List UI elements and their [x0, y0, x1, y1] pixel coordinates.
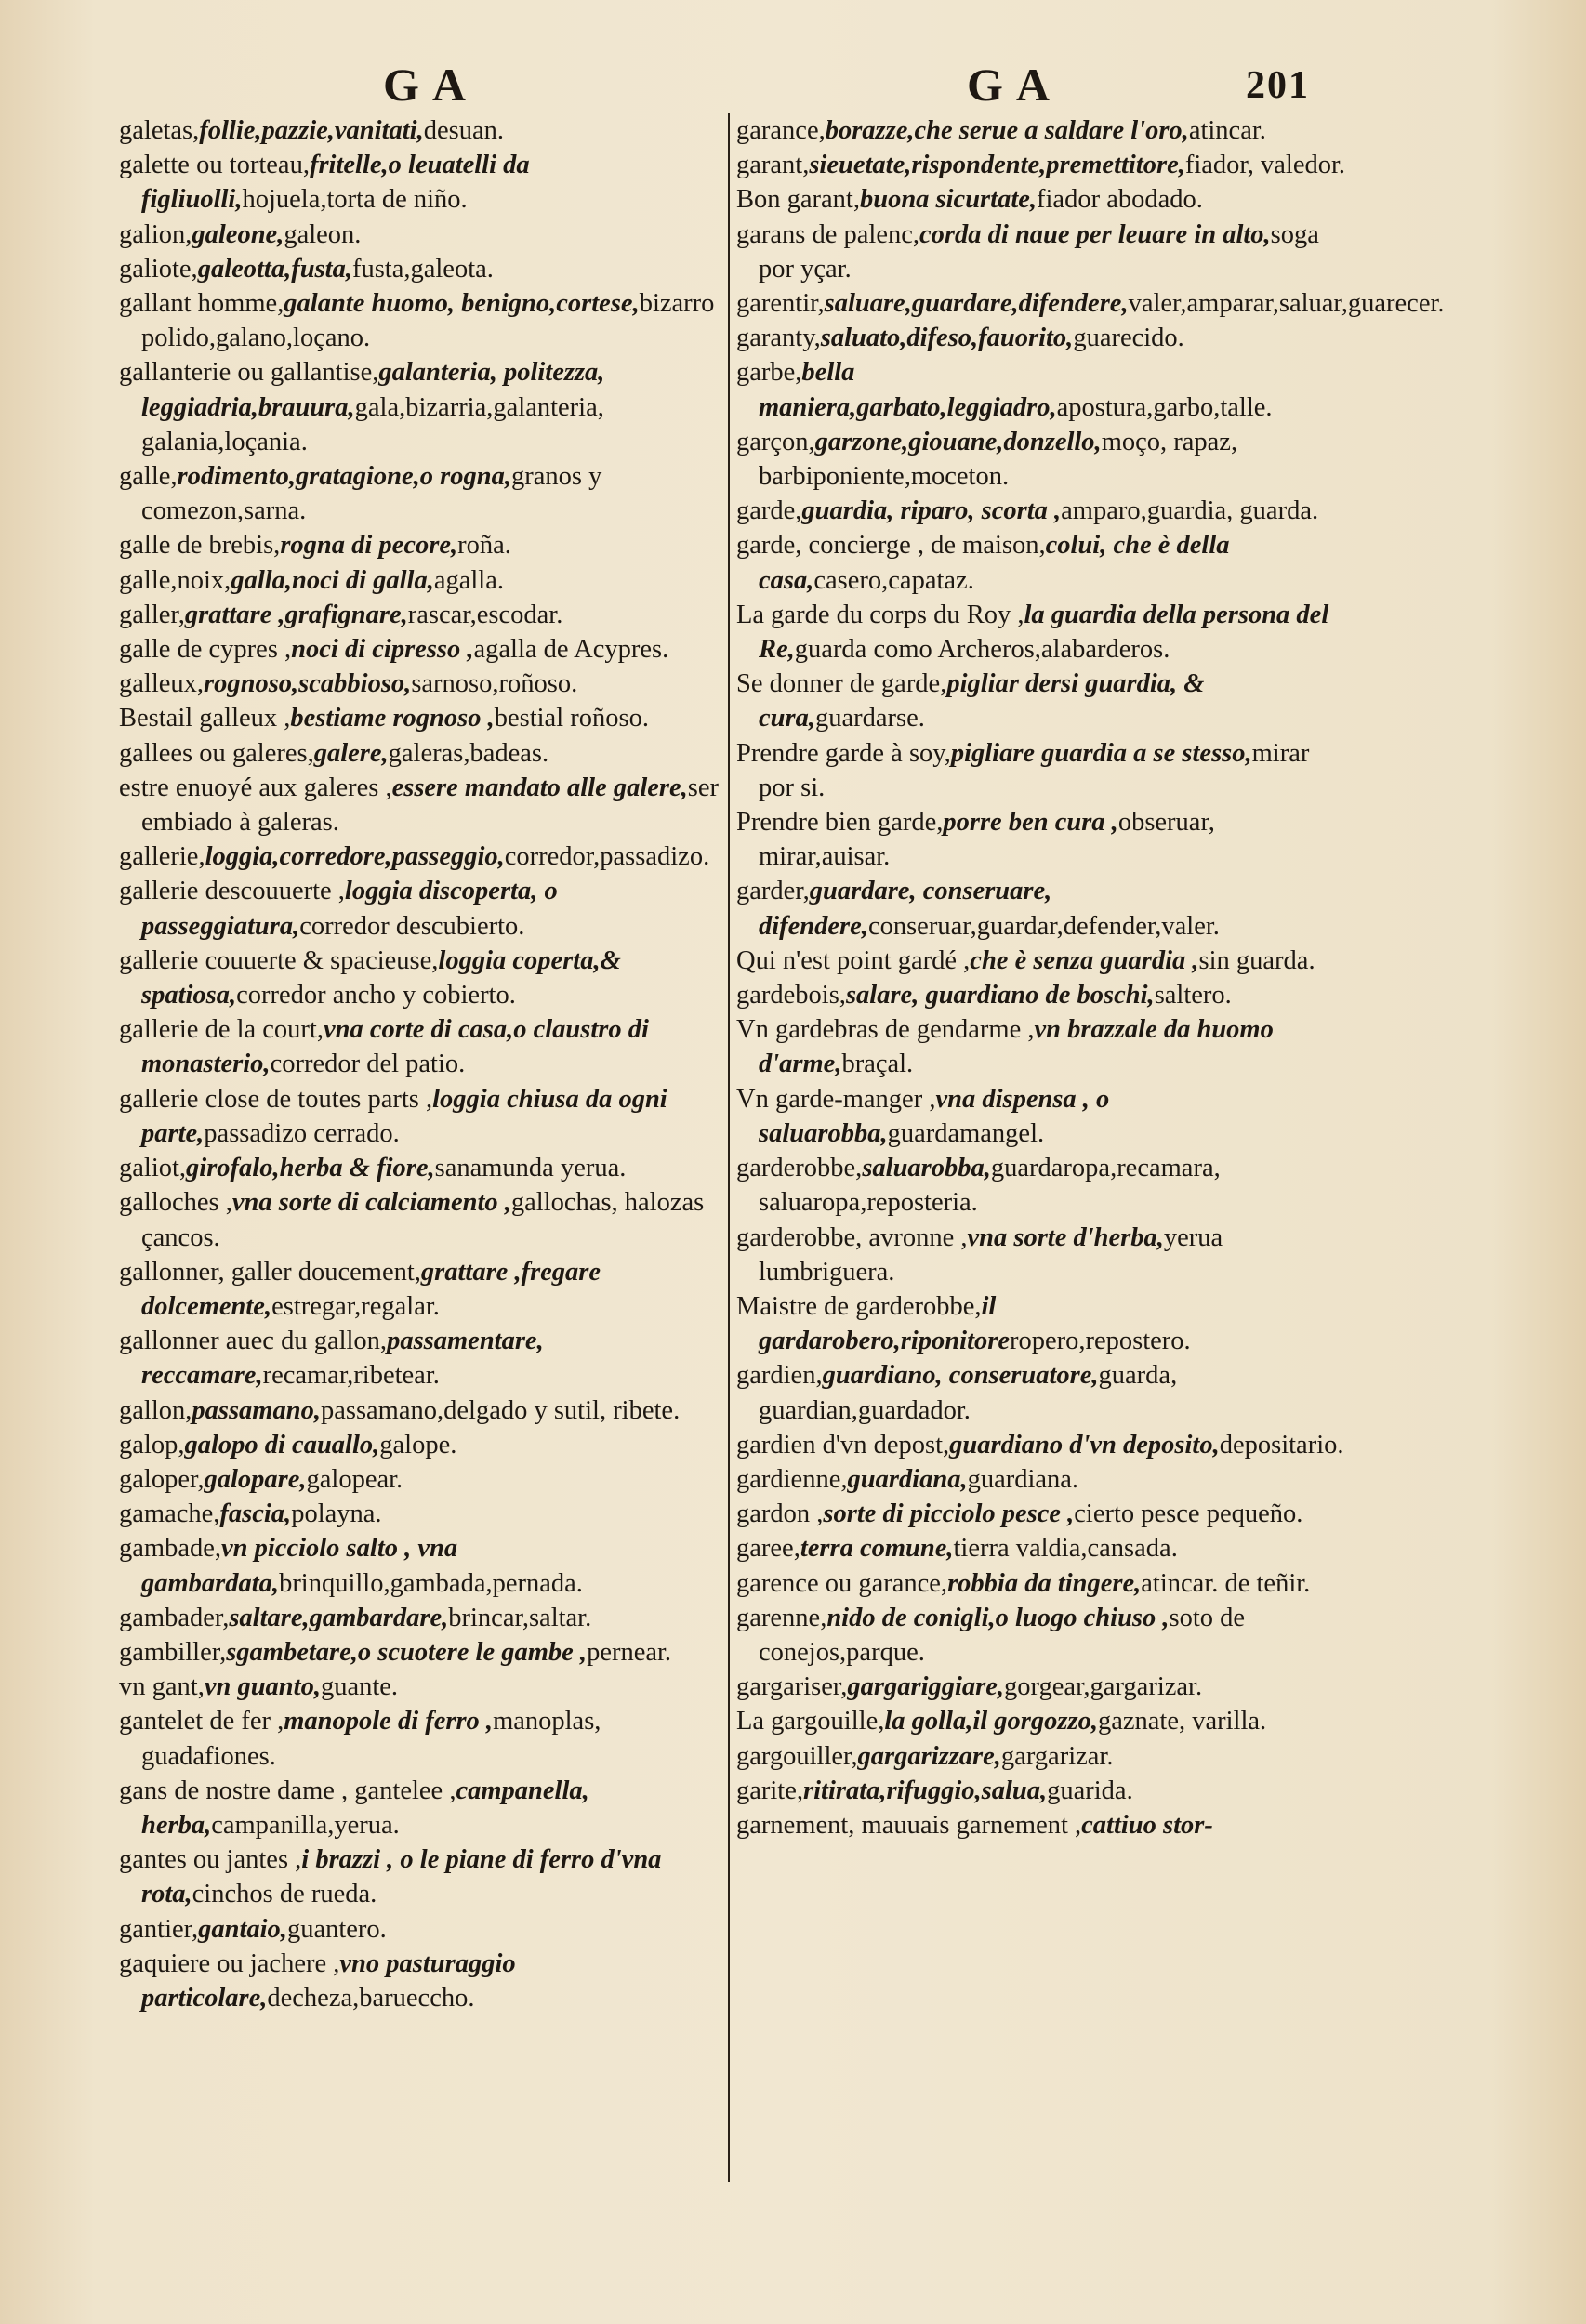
dictionary-entry — [736, 113, 1350, 148]
spanish-gloss: galeras,badeas. — [388, 738, 549, 768]
dictionary-entry — [736, 736, 1350, 805]
french-headword: gamache, — [119, 1499, 220, 1529]
dictionary-entry — [119, 1704, 725, 1773]
spanish-gloss: corredor,passadizo. — [504, 842, 710, 872]
spanish-gloss: ropero,repostero. — [1010, 1327, 1191, 1356]
italian-gloss: la guardia della persona del Re, — [759, 600, 1329, 665]
french-headword: Vn garde-manger , — [736, 1084, 936, 1114]
italian-gloss: gargarizzare, — [857, 1741, 1001, 1771]
french-headword: gargariser, — [736, 1672, 848, 1702]
dictionary-entry — [119, 113, 725, 148]
spanish-gloss: corredor descubierto. — [299, 911, 525, 941]
dictionary-entry — [736, 1428, 1350, 1462]
dictionary-entry — [119, 1947, 725, 2015]
italian-gloss: il gardarobero,riponitore — [759, 1291, 1010, 1356]
dictionary-entry — [736, 944, 1350, 978]
french-headword: galoper, — [119, 1464, 205, 1494]
french-headword: gallerie, — [119, 842, 205, 872]
italian-gloss: girofalo,herba & fiore, — [186, 1154, 435, 1183]
italian-gloss: noci di cipresso , — [291, 635, 474, 665]
spanish-gloss: sanamunda yerua. — [434, 1154, 627, 1183]
dictionary-entry — [736, 425, 1350, 494]
french-headword: garance, — [736, 116, 826, 145]
italian-gloss: galere, — [313, 738, 389, 768]
spanish-gloss: casero,capataz. — [813, 565, 974, 595]
french-headword: gallon, — [119, 1395, 192, 1425]
french-headword: galop, — [119, 1430, 185, 1459]
spanish-gloss: guarida. — [1047, 1776, 1133, 1805]
french-headword: garentir, — [736, 289, 825, 319]
spanish-gloss: guardaropa,recamara, saluaropa,reposteria. — [759, 1154, 1221, 1218]
french-headword: gans de nostre dame , gantelee , — [119, 1776, 456, 1805]
spanish-gloss: sarnoso,roñoso. — [411, 669, 578, 699]
italian-gloss: galopare, — [204, 1464, 307, 1494]
dictionary-entry — [119, 528, 725, 562]
italian-gloss: essere mandato alle galere, — [391, 772, 688, 802]
spanish-gloss: gargarizar. — [1000, 1741, 1114, 1771]
spanish-gloss: passadizo cerrado. — [204, 1118, 400, 1148]
french-headword: garenne, — [736, 1603, 827, 1632]
spanish-gloss: apostura,garbo,talle. — [1056, 392, 1273, 422]
dictionary-entry — [736, 1774, 1350, 1808]
italian-gloss: pigliare guardia a se stesso, — [950, 738, 1252, 768]
spanish-gloss: granos y comezon,sarna. — [141, 462, 602, 526]
french-headword: garder, — [736, 877, 810, 906]
french-headword: garans de palenc, — [736, 219, 920, 249]
dictionary-entry — [119, 148, 725, 217]
dictionary-entry — [736, 355, 1350, 424]
french-headword: galiot, — [119, 1154, 187, 1183]
french-headword: gargouiller, — [736, 1741, 858, 1771]
french-headword: galle de cypres , — [119, 635, 292, 665]
french-headword: La garde du corps du Roy , — [736, 600, 1024, 629]
spanish-gloss: soto de conejos,parque. — [759, 1603, 1246, 1667]
french-headword: galle,noix, — [119, 565, 231, 595]
spanish-gloss: brinquillo,gambada,pernada. — [279, 1568, 583, 1598]
italian-gloss: saltare,gambardare, — [229, 1603, 449, 1632]
header-left-letters: GA — [383, 59, 479, 111]
dictionary-entry — [736, 874, 1350, 943]
french-headword: gallanterie ou gallantise, — [119, 358, 379, 388]
italian-gloss: campanella, herba, — [141, 1776, 589, 1840]
spanish-gloss: ser embiado à galeras. — [141, 772, 720, 838]
spanish-gloss: guardiana. — [967, 1464, 1079, 1494]
spanish-gloss: galopear. — [306, 1464, 403, 1494]
dictionary-entry — [736, 1497, 1350, 1531]
french-headword: garde, — [736, 496, 802, 526]
column-divider — [728, 113, 730, 2182]
french-headword: Qui n'est point gardé , — [736, 945, 971, 975]
spanish-gloss: atincar. — [1188, 116, 1266, 145]
italian-gloss: fascia, — [219, 1499, 292, 1529]
spanish-gloss: campanilla,yerua. — [211, 1810, 400, 1840]
italian-gloss: sieuetate,rispondente,premettitore, — [809, 151, 1185, 180]
italian-gloss: vna dispensa , o saluarobba, — [759, 1084, 1110, 1148]
italian-gloss: saluare,guardare,difendere, — [824, 289, 1129, 319]
spanish-gloss: decheza,barueccho. — [267, 1983, 475, 2013]
dictionary-entry — [119, 252, 725, 286]
french-headword: garanty, — [736, 324, 821, 353]
dictionary-entry — [119, 1428, 725, 1462]
french-headword: gambader, — [119, 1603, 230, 1632]
spanish-gloss: sin guarda. — [1198, 945, 1315, 975]
french-headword: galloches , — [119, 1188, 232, 1218]
spanish-gloss: rascar,escodar. — [407, 600, 563, 629]
dictionary-entry — [119, 1151, 725, 1185]
spanish-gloss: braçal. — [841, 1050, 914, 1079]
italian-gloss: vna sorte d'herba, — [967, 1222, 1164, 1252]
spanish-gloss: manoplas, guadafiones. — [141, 1707, 601, 1771]
dictionary-entry — [736, 1462, 1350, 1497]
spanish-gloss: obseruar, mirar,auisar. — [759, 808, 1215, 872]
spanish-gloss: guardarse. — [814, 704, 925, 733]
french-headword: gallees ou galeres, — [119, 738, 314, 768]
dictionary-entry — [119, 944, 725, 1012]
french-headword: Prendre bien garde, — [736, 808, 944, 838]
spanish-gloss: hojuela,torta de niño. — [242, 185, 468, 215]
dictionary-entry — [119, 1497, 725, 1531]
spanish-gloss: roña. — [457, 531, 511, 561]
french-headword: gallerie close de toutes parts , — [119, 1084, 433, 1114]
french-headword: gantelet de fer , — [119, 1707, 284, 1736]
dictionary-entry — [119, 839, 725, 874]
italian-gloss: porre ben cura , — [943, 808, 1118, 838]
french-headword: gardien, — [736, 1361, 823, 1391]
spanish-gloss: recamar,ribetear. — [262, 1361, 440, 1391]
dictionary-entry — [736, 182, 1350, 217]
italian-gloss: rogna di pecore, — [280, 531, 458, 561]
italian-gloss: sorte di picciolo pesce , — [823, 1499, 1075, 1529]
french-headword: gantier, — [119, 1914, 199, 1944]
french-headword: gallerie descouuerte , — [119, 877, 345, 906]
french-headword: gardienne, — [736, 1464, 848, 1494]
italian-gloss: rognoso,scabbioso, — [204, 669, 412, 699]
italian-gloss: galla,noci di galla, — [231, 565, 434, 595]
french-headword: gallerie couuerte & spacieuse, — [119, 945, 439, 975]
spanish-gloss: atincar. de teñir. — [1141, 1568, 1311, 1598]
spanish-gloss: guardamangel. — [887, 1118, 1045, 1148]
spanish-gloss: gorgear,gargarizar. — [1004, 1672, 1203, 1702]
spanish-gloss: corredor ancho y cobierto. — [236, 981, 516, 1010]
dictionary-entry — [119, 218, 725, 252]
french-headword: gallonner, galler doucement, — [119, 1257, 421, 1287]
italian-gloss: loggia chiusa da ogni parte, — [141, 1084, 667, 1148]
italian-gloss: borazze,che serue a saldare l'oro, — [825, 116, 1189, 145]
spanish-gloss: cierto pesce pequeño. — [1074, 1499, 1303, 1529]
spanish-gloss: fusta,galeota. — [351, 254, 494, 284]
dictionary-entry — [119, 1255, 725, 1324]
italian-gloss: guardiana, — [847, 1464, 968, 1494]
dictionary-entry — [119, 355, 725, 459]
spanish-gloss: bizarro polido,galano,loçano. — [141, 289, 715, 353]
italian-gloss: pigliar dersi guardia, & cura, — [759, 669, 1205, 733]
french-headword: garite, — [736, 1776, 804, 1805]
french-headword: garee, — [736, 1534, 800, 1564]
dictionary-entry — [736, 1012, 1350, 1081]
dictionary-entry — [119, 632, 725, 667]
italian-gloss: i brazzi , o le piane di ferro d'vna rota, — [141, 1845, 662, 1909]
dictionary-entry — [736, 1601, 1350, 1670]
dictionary-entry — [736, 1289, 1350, 1358]
french-headword: garence ou garance, — [736, 1568, 948, 1598]
italian-gloss: vno pasturaggio particolare, — [141, 1948, 516, 2013]
french-headword: gallonner auec du gallon, — [119, 1327, 388, 1356]
right-column — [736, 113, 1445, 1842]
french-headword: galion, — [119, 219, 192, 249]
dictionary-entry — [736, 1670, 1350, 1704]
italian-gloss: che è senza guardia , — [970, 945, 1199, 975]
italian-gloss: ritirata,rifuggio,salua, — [803, 1776, 1048, 1805]
dictionary-entry — [119, 667, 725, 701]
italian-gloss: terra comune, — [800, 1534, 954, 1564]
french-headword: La gargouille, — [736, 1707, 885, 1736]
dictionary-entry — [119, 1393, 725, 1428]
spanish-gloss: cinchos de rueda. — [192, 1880, 377, 1909]
dictionary-entry — [119, 736, 725, 771]
dictionary-entry — [736, 148, 1350, 182]
italian-gloss: bella maniera,garbato,leggiadro, — [759, 358, 1057, 422]
dictionary-entry — [736, 494, 1350, 528]
italian-gloss: loggia,corredore,passeggio, — [205, 842, 505, 872]
french-headword: Vn gardebras de gendarme , — [736, 1015, 1035, 1045]
italian-gloss: rodimento,gratagione,o rogna, — [177, 462, 511, 492]
dictionary-entry — [119, 1531, 725, 1600]
dictionary-entry — [736, 286, 1445, 321]
italian-gloss: guardare, conseruare, difendere, — [759, 877, 1052, 941]
french-headword: gardebois, — [736, 981, 846, 1010]
french-headword: gantes ou jantes , — [119, 1845, 302, 1875]
dictionary-entry — [119, 874, 725, 943]
spanish-gloss: yerua lumbriguera. — [759, 1222, 1223, 1287]
italian-gloss: saluato,difeso,fauorito, — [820, 324, 1074, 353]
spanish-gloss: guantero. — [286, 1914, 387, 1944]
french-headword: gambiller, — [119, 1637, 227, 1667]
dictionary-entry — [736, 1566, 1350, 1601]
italian-gloss: guardiano, conseruatore, — [822, 1361, 1099, 1391]
french-headword: garant, — [736, 151, 810, 180]
italian-gloss: grattare ,grafignare, — [184, 600, 408, 629]
spanish-gloss: moço, rapaz, barbiponiente,moceton. — [759, 427, 1238, 492]
spanish-gloss: guarecido. — [1073, 324, 1184, 353]
italian-gloss: vn picciolo salto , vna gambardata, — [141, 1534, 458, 1598]
italian-gloss: galeone, — [192, 219, 284, 249]
french-headword: garbe, — [736, 358, 802, 388]
french-headword: galle, — [119, 462, 178, 492]
spanish-gloss: guarda como Archeros,alabarderos. — [794, 635, 1170, 665]
dictionary-entry — [119, 1842, 725, 1911]
italian-gloss: loggia discoperta, o passeggiatura, — [141, 877, 558, 941]
italian-gloss: buona sicurtate, — [859, 185, 1038, 215]
italian-gloss: gargariggiare, — [847, 1672, 1005, 1702]
spanish-gloss: soga por yçar. — [759, 219, 1319, 284]
dictionary-entry — [119, 1012, 725, 1081]
dictionary-entry — [119, 1462, 725, 1497]
spanish-gloss: amparo,guardia, guarda. — [1061, 496, 1319, 526]
dictionary-entry — [736, 805, 1350, 874]
french-headword: vn gant, — [119, 1672, 205, 1702]
dictionary-entry — [736, 667, 1350, 735]
spanish-gloss: corredor del patio. — [270, 1050, 466, 1079]
italian-gloss: nido de conigli,o luogo chiuso , — [826, 1603, 1170, 1632]
left-column — [119, 113, 725, 2015]
dictionary-entry — [119, 1185, 725, 1254]
italian-gloss: fritelle,o leuatelli da figliuolli, — [141, 151, 530, 215]
spanish-gloss: fiador, valedor. — [1184, 151, 1346, 180]
italian-gloss: bestiame rognoso , — [290, 704, 495, 733]
dictionary-entry — [119, 1635, 725, 1670]
spanish-gloss: conseruar,guardar,defender,valer. — [867, 911, 1220, 941]
spanish-gloss: saltero. — [1154, 981, 1232, 1010]
dictionary-entry — [736, 1808, 1350, 1842]
dictionary-entry — [736, 321, 1350, 355]
italian-gloss: galanteria, politezza, leggiadria,brauura, — [141, 358, 605, 422]
italian-gloss: galopo di cauallo, — [184, 1430, 380, 1459]
dictionary-entry — [119, 459, 725, 528]
french-headword: garderobbe, avronne , — [736, 1222, 968, 1252]
french-headword: Bestail galleux , — [119, 704, 291, 733]
french-headword: Se donner de garde, — [736, 669, 947, 699]
italian-gloss: passamentare, reccamare, — [141, 1327, 544, 1391]
italian-gloss: la golla,il gorgozzo, — [884, 1707, 1098, 1736]
french-headword: garçon, — [736, 427, 815, 456]
italian-gloss: vna corte di casa,o claustro di monasterio, — [141, 1015, 649, 1079]
italian-gloss: vn guanto, — [204, 1672, 321, 1702]
dictionary-entry — [736, 1151, 1350, 1220]
dictionary-entry — [119, 1601, 725, 1635]
header-right-letters: GA — [967, 59, 1063, 111]
italian-gloss: gantaio, — [198, 1914, 287, 1944]
french-headword: gardon , — [736, 1499, 824, 1529]
dictionary-entry — [736, 1358, 1350, 1427]
italian-gloss: passamano, — [192, 1395, 321, 1425]
spanish-gloss: tierra valdia,cansada. — [953, 1534, 1178, 1564]
french-headword: gambade, — [119, 1534, 221, 1564]
french-headword: galiote, — [119, 254, 198, 284]
folio-number: 201 — [1246, 64, 1310, 107]
french-headword: Maistre de garderobbe, — [736, 1291, 982, 1321]
dictionary-entry — [736, 598, 1350, 667]
italian-gloss: garzone,giouane,donzello, — [814, 427, 1102, 456]
spanish-gloss: valer,amparar,saluar,guarecer. — [1128, 289, 1445, 319]
italian-gloss: loggia coperta,& spatiosa, — [141, 945, 621, 1010]
italian-gloss: manopole di ferro , — [284, 1707, 494, 1736]
french-headword: garderobbe, — [736, 1154, 863, 1183]
dictionary-entry — [736, 1739, 1350, 1774]
dictionary-entry — [119, 1774, 725, 1842]
french-headword: garnement, mauuais garnement , — [736, 1810, 1082, 1840]
french-headword: Prendre garde à soy, — [736, 738, 951, 768]
italian-gloss: sgambetare,o scuotere le gambe , — [226, 1637, 588, 1667]
french-headword: gardien d'vn depost, — [736, 1430, 950, 1459]
dictionary-entry — [119, 1324, 725, 1393]
french-headword: galetas, — [119, 116, 200, 145]
dictionary-entry — [119, 1670, 725, 1704]
dictionary-entry — [119, 563, 725, 598]
italian-gloss: corda di naue per leuare in alto, — [919, 219, 1271, 249]
spanish-gloss: guante. — [320, 1672, 399, 1702]
spanish-gloss: agalla. — [433, 565, 504, 595]
french-headword: Bon garant, — [736, 185, 860, 215]
dictionary-entry — [119, 286, 725, 355]
spanish-gloss: bestial roñoso. — [494, 704, 649, 733]
dictionary-entry — [119, 1912, 725, 1947]
french-headword: galler, — [119, 600, 185, 629]
spanish-gloss: fiador abodado. — [1037, 185, 1203, 215]
spanish-gloss: guarda, guardian,guardador. — [759, 1361, 1178, 1425]
french-headword: galette ou torteau, — [119, 151, 310, 180]
italian-gloss: colui, che è della casa, — [759, 531, 1230, 595]
italian-gloss: grattare ,fregare dolcemente, — [141, 1257, 601, 1321]
italian-gloss: galeotta,fusta, — [197, 254, 352, 284]
italian-gloss: guardiano d'vn deposito, — [949, 1430, 1220, 1459]
spanish-gloss: polayna. — [291, 1499, 382, 1529]
french-headword: garde, concierge , de maison, — [736, 531, 1046, 561]
dictionary-entry — [119, 598, 725, 632]
italian-gloss: galante huomo, benigno,cortese, — [284, 289, 640, 319]
dictionary-entry — [736, 1221, 1350, 1289]
french-headword: galle de brebis, — [119, 531, 281, 561]
french-headword: gallerie de la court, — [119, 1015, 324, 1045]
spanish-gloss: passamano,delgado y sutil, ribete. — [320, 1395, 681, 1425]
french-headword: gallant homme, — [119, 289, 284, 319]
dictionary-entry — [736, 528, 1350, 597]
dictionary-entry — [736, 1704, 1350, 1738]
spanish-gloss: pernear. — [587, 1637, 672, 1667]
spanish-gloss: gaznate, varilla. — [1097, 1707, 1267, 1736]
spanish-gloss: galeon. — [284, 219, 362, 249]
french-headword: galleux, — [119, 669, 205, 699]
italian-gloss: follie,pazzie,vanitati, — [199, 116, 424, 145]
italian-gloss: vna sorte di calciamento , — [231, 1188, 511, 1218]
italian-gloss: guardia, riparo, scorta , — [801, 496, 1062, 526]
spanish-gloss: gallochas, halozas çancos. — [141, 1188, 705, 1252]
spanish-gloss: galope. — [379, 1430, 457, 1459]
dictionary-entry — [736, 1531, 1350, 1565]
italian-gloss: robbia da tingere, — [947, 1568, 1142, 1598]
italian-gloss: saluarobba, — [862, 1154, 991, 1183]
dictionary-entry — [736, 218, 1350, 286]
french-headword: estre enuoyé aux galeres , — [119, 772, 392, 802]
dictionary-entry — [736, 978, 1350, 1012]
french-headword: gaquiere ou jachere , — [119, 1948, 340, 1978]
spanish-gloss: brincar,saltar. — [448, 1603, 592, 1632]
italian-gloss: vn brazzale da huomo d'arme, — [759, 1015, 1274, 1079]
spanish-gloss: agalla de Acypres. — [473, 635, 669, 665]
spanish-gloss: mirar por si. — [759, 738, 1310, 802]
dictionary-entry — [119, 1082, 725, 1151]
spanish-gloss: estregar,regalar. — [271, 1291, 440, 1321]
italian-gloss: cattiuo stor- — [1081, 1810, 1213, 1840]
italian-gloss: salare, guardiano de boschi, — [845, 981, 1155, 1010]
dictionary-entry — [736, 1082, 1350, 1151]
dictionary-entry — [119, 771, 725, 839]
dictionary-entry — [119, 701, 725, 735]
spanish-gloss: depositario. — [1219, 1430, 1344, 1459]
spanish-gloss: desuan. — [423, 116, 504, 145]
spanish-gloss: gala,bizarria,galanteria, galania,loçania. — [141, 392, 604, 456]
